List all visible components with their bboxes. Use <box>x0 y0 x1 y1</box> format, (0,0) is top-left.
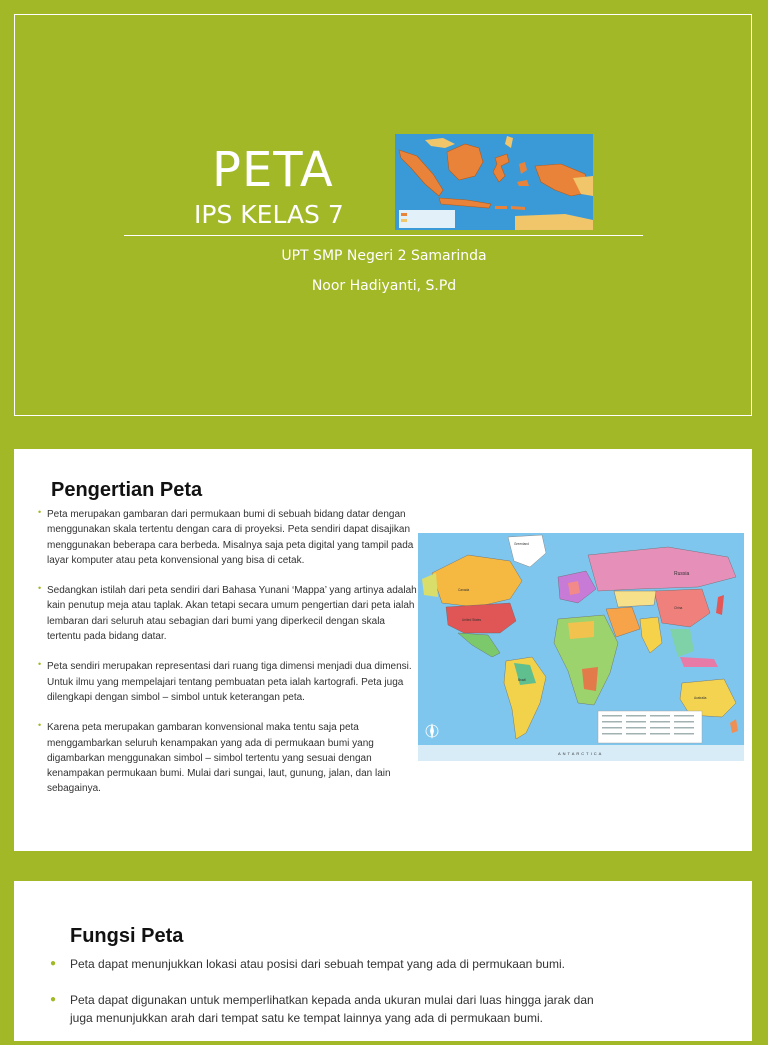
slide-title: Pengertian Peta <box>51 479 203 501</box>
author-name: Noor Hadiyanti, S.Pd <box>311 278 457 294</box>
map-label: Greenland <box>514 542 529 546</box>
map-label: United States <box>462 618 482 622</box>
school-name: UPT SMP Negeri 2 Samarinda <box>281 248 487 264</box>
map-label: Australia <box>694 696 707 700</box>
map-label: ANTARCTICA <box>558 751 604 756</box>
presentation-subtitle: IPS KELAS 7 <box>194 200 344 229</box>
indonesia-map-image <box>395 134 593 230</box>
list-item <box>38 583 418 644</box>
list-item <box>50 991 610 1027</box>
paragraph-text: Karena peta merupakan gambaran konvensional maka tentu saja peta menggambarkan seluruh kenampakan yang ada di permukaan bumi yang digambarkan menggunakan simbol – simbol tertentu yang sesuai dengan kenampakan permukaan bumi. Mulai dari sungai, laut, gunung, jalan, dan lain sebagainya. <box>47 722 391 795</box>
world-map-graphic <box>418 533 744 761</box>
definition-list <box>38 507 418 812</box>
presentation-title: PETA <box>212 142 334 198</box>
list-item <box>38 720 418 796</box>
paragraph-text: Peta merupakan gambaran dari permukaan bumi di sebuah bidang datar dengan menggunakan skala tertentu dengan cara di proyeksi. Peta sendiri dapat disajikan menggunakan beberapa cara berbeda. Misalnya saja peta digital yang tampil pada layar komputer atau peta konvensional yang bisa di cetak. <box>47 509 414 566</box>
map-label: Brazil <box>518 678 526 682</box>
paragraph-text: Sedangkan istilah dari peta sendiri dari Bahasa Yunani ‘Mappa’ yang artinya adalah kain penutup meja atau taplak. Akan tetapi secara umum pengertian dari peta ialah lembaran dari seluruh atau sebagian dari bumi yang diperkecil dengan skala tertentu pada bidang datar. <box>47 585 417 643</box>
paragraph-text: Peta dapat menunjukkan lokasi atau posisi dari sebuah tempat yang ada di permukaan bumi. <box>70 957 565 971</box>
map-label: Canada <box>458 588 470 592</box>
slide-fungsi-peta <box>14 881 752 1041</box>
title-slide <box>0 0 768 432</box>
function-list <box>50 955 610 1045</box>
list-item <box>38 659 418 705</box>
bullet-dot-icon: • <box>38 583 42 594</box>
paragraph-text: Peta dapat digunakan untuk memperlihatkan kepada anda ukuran mulai dari luas hingga jarak dan juga menunjukkan arah dari tempat satu ke tempat lainnya yang ada di permukaan bumi. <box>70 993 594 1025</box>
bullet-dot-icon: • <box>38 659 42 670</box>
title-divider <box>124 235 643 236</box>
bullet-dot-icon: • <box>38 720 42 731</box>
title-frame <box>14 14 752 416</box>
list-item <box>38 507 418 568</box>
map-label: Russia <box>674 571 690 577</box>
indonesia-map-graphic <box>395 134 593 230</box>
slide-title: Fungsi Peta <box>70 925 184 947</box>
bullet-dot-icon: ● <box>50 994 57 1005</box>
map-label: China <box>674 606 683 610</box>
world-map-image <box>418 533 744 761</box>
bullet-dot-icon: ● <box>50 958 57 969</box>
list-item <box>50 955 610 973</box>
paragraph-text: Peta sendiri merupakan representasi dari ruang tiga dimensi menjadi dua dimensi. Untuk ilmu yang mempelajari tentang pembuatan peta ialah kartografi. Peta juga dilengkapi dengan simbol – simbol untuk keterangan peta. <box>47 661 412 703</box>
slide-pengertian-peta <box>14 449 752 851</box>
bullet-dot-icon: • <box>38 507 42 517</box>
